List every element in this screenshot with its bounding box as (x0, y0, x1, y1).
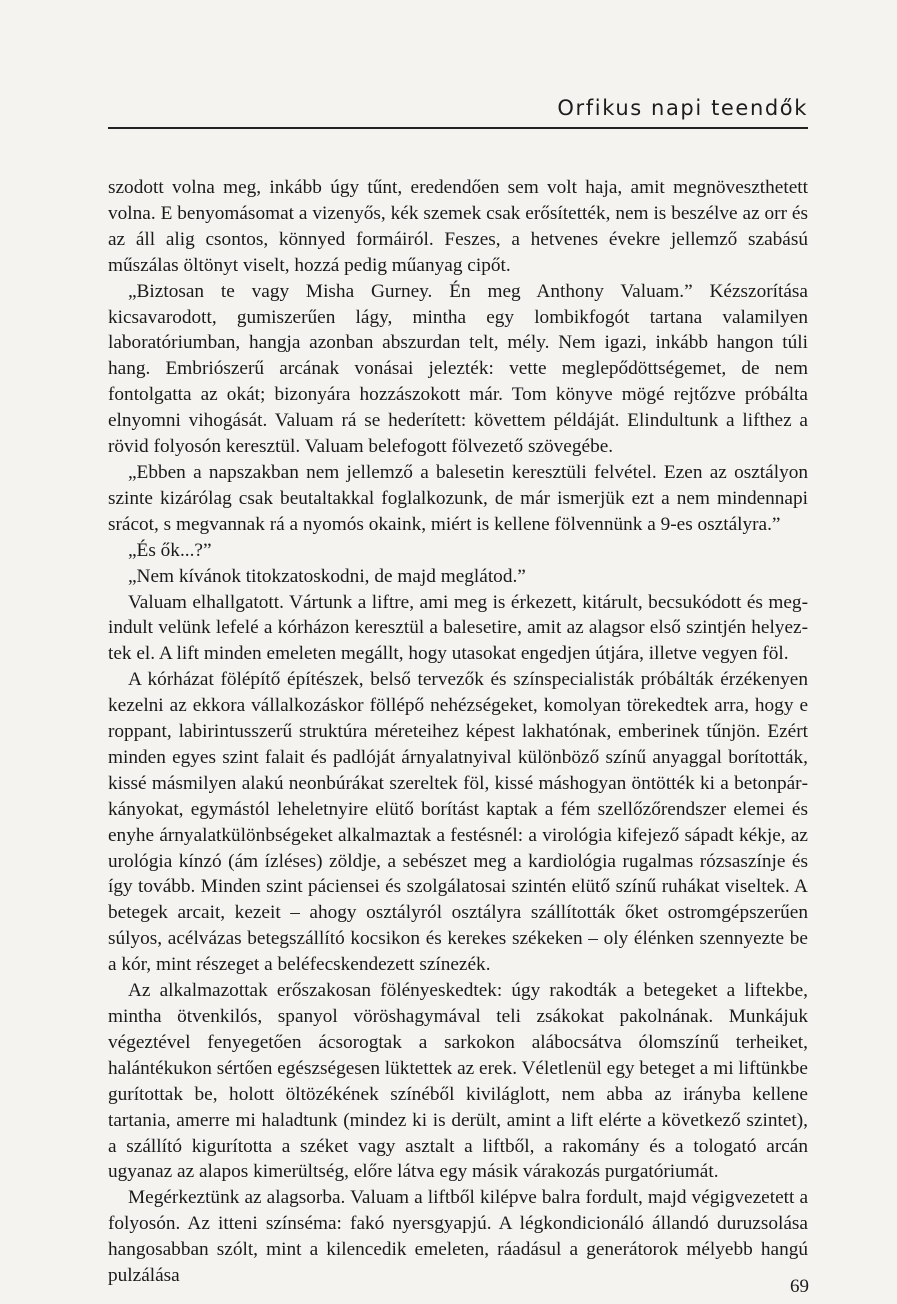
paragraph: „Biztosan te vagy Misha Gurney. Én meg Anthony Valuam.” Kézszorítása kicsavarodott, gumiszerűen lágy, mintha egy lombikfogót tartana valamilyen laboratóriumban, hangja azonban abszurdan telt, mély. Nem igazi, inkább hangon túli hang. Embriószerű arcának vonásai jelezték: vette meglepődöttségemet, de nem fontolgatta az okát; bizonyára hozzászokott már. Tom könyve mögé rejtőzve próbálta elnyomni vihogását. Valuam rá se hederített: követtem példáját. Elindultunk a lifthez a rövid folyosón keresztül. Valuam belefogott fölvezető szövegébe. (108, 280, 808, 458)
paragraph: szodott volna meg, inkább úgy tűnt, eredendően sem volt haja, amit megnöveszthetett volna. E benyomásomat a vizenyős, kék szemek csak erősítették, nem is beszélve az orr és az áll alig csontos, könnyed formáiról. Feszes, a hetvenes évekre jellemző szabású műszálas öltönyt viselt, hozzá pedig műanyag cipőt. (108, 177, 808, 276)
paragraph: Valuam elhallgatott. Vártunk a liftre, ami meg is érkezett, kitárult, becsukódott és megindult velünk lefelé a kórházon keresztül a balesetire, amit az alagsor első szintjén helyeztek el. A lift minden emeleten megállt, hogy utasokat engedjen útjára, illetve vegyen föl. (108, 591, 808, 665)
paragraph: „És ők...?” (128, 539, 212, 561)
paragraph: „Ebben a napszakban nem jellemző a balesetin keresztüli felvétel. Ezen az osztályon szinte kizárólag csak beutaltakkal foglalkozunk, de már ismerjük ezt a nem mindennapi srácot, s megvannak rá a nyomós okaink, miért is kellene fölvennünk a 9-es osztályra.” (108, 461, 808, 535)
paragraph: Az alkalmazottak erőszakosan fölényeskedtek: úgy rakodták a betegeket a liftekbe, mintha ötvenkilós, spanyol vöröshagymával teli zsákokat pakolnának. Munkájuk végeztével fenyegetően ácsorogtak a sarkokon alábocsátva ólomszínű terheiket, halántékukon sértően egészségesen lüktettek az erek. Véletlenül egy beteget a mi liftünkbe gurítottak be, holott öltözékének színéből kiviláglott, nem abba az irányba kellene tartania, amerre mi haladtunk (mindez ki is derült, amint a lift elérte a következő szintet), a szállító kigurította a széket vagy asztalt a liftből, a rakomány és a tologató arcán ugyanaz az alapos kimerültség, előre látva egy másik várakozás purgatóriumát. (108, 980, 808, 1183)
paragraph: A kórházat fölépítő építészek, belső tervezők és színspecialisták próbálták érzékenyen kezelni az ekkora vállalkozáskor föllépő nehézségeket, komolyan törekedtek arra, hogy e roppant, labirintusszerű struktúra méreteihez képest lakhatónak, emberinek tűnjön. Ezért minden egyes szint falait és padlóját árnyalatnyival különböző színű anyaggal borították, kissé másmilyen alakú neonbúrákat szereltek föl, kissé máshogyan öntötték ki a betonpárkányokat, egymástól leheletnyire elütő borítást kaptak a fém szellőzőrendszer elemei és enyhe árnyalatkülönbségeket alkalmaztak a festésnél: a virológia kifejező sápadt kékje, az urológia kínzó (ám ízléses) zöldje, a sebészet meg a kardiológia rugalmas rózsaszínje és így tovább. Minden szint páciensei és szolgálatosai szintén elütő színű ruhákat viseltek. A betegek arcait, kezeit – ahogy osztályról osztályra szállították őket ostromgépszerűen súlyos, acélvázas betegszállító kocsikon és kerekes székeken – oly élénken szennyezte be a kór, mint részeget a beléfecskendezett színezék. (108, 669, 808, 976)
paragraph: „Nem kívánok titokzatoskodni, de majd meglátod.” (128, 565, 526, 587)
running-header: Orfikus napi teendők (557, 96, 808, 120)
page-number: 69 (790, 1276, 809, 1297)
header-rule (108, 127, 808, 129)
body-text (108, 175, 808, 1289)
paragraph: Megérkeztünk az alagsorba. Valuam a liftből kilépve balra fordult, majd végigvezetett a folyosón. Az itteni színséma: fakó nyersgyapjú. A légkondicionáló állandó duruzsolása hangosabban szólt, mint a kilencedik emeleten, ráadásul a generátorok mélyebb hangú pulzálása (108, 1187, 808, 1287)
